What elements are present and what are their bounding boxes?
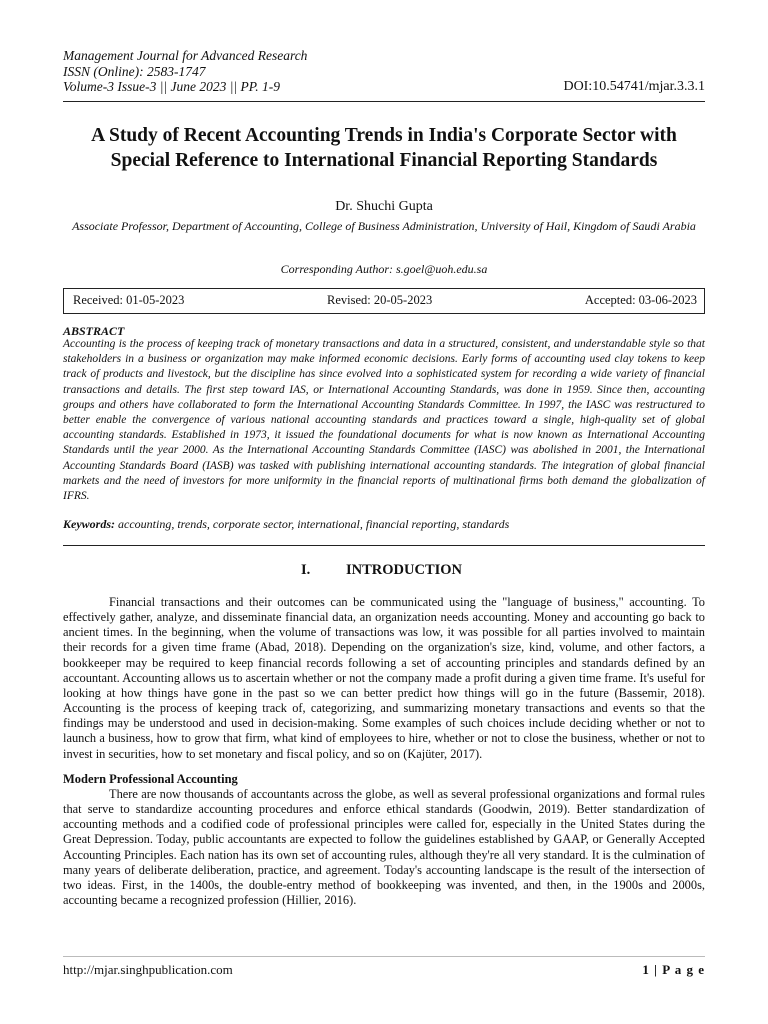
journal-name: Management Journal for Advanced Research bbox=[63, 48, 308, 63]
doi: DOI:10.54741/mjar.3.3.1 bbox=[563, 79, 705, 94]
journal-issn: ISSN (Online): 2583-1747 bbox=[63, 63, 206, 79]
section-title: INTRODUCTION bbox=[346, 562, 463, 578]
footer-divider bbox=[63, 956, 705, 957]
subsection-heading: Modern Professional Accounting bbox=[63, 772, 238, 786]
footer-url: http://mjar.singhpublication.com bbox=[63, 962, 233, 977]
author-affiliation: Associate Professor, Department of Accounting, College of Business Administration, University of Hail, Kingdom of Saudi Arabia bbox=[72, 219, 696, 233]
revised-date: Revised: 20-05-2023 bbox=[327, 293, 433, 307]
abstract-text: Accounting is the process of keeping track of monetary transactions and data in a structured, consistent, and understandable style so that stakeholders in a business or organization may make informed economic decisions. Early forms of accounting used clay tokens to keep track of products and livestock, but the discipline has since evolved into a sophisticated system for recording a wide variety of financial transactions and details. The first step toward IAS, or International Accounting Standards, was done in 1959. Since then, accounting groups and others have collaborated to form the International Accounting Standards Committee. In 1997, the IASC was restructured to better enable the convergence of various national accounting standards and practices toward a single, high-quality set of global accounting standards. Established in 1973, it issued the foundational documents for what is now known as International Accounting Standards until the year 2000. As the International Accounting Standards Committee (IASC) was abolished in 2001, the International Accounting Standards Board (IASB) was tasked with publishing international accounting standards. The integration of global financial markets and the need of investors for more uniformity in the financial reports of multinational firms both demand the globalization of IFRS. bbox=[63, 338, 705, 503]
received-date: Received: 01-05-2023 bbox=[73, 293, 185, 307]
keywords-text: accounting, trends, corporate sector, international, financial reporting, standards bbox=[115, 517, 510, 531]
page-number: 1 | P a g e bbox=[642, 962, 705, 977]
keywords bbox=[63, 517, 705, 532]
journal-header bbox=[63, 48, 705, 95]
abstract-heading: ABSTRACT bbox=[63, 324, 125, 338]
journal-volume: Volume-3 Issue-3 || June 2023 || PP. 1-9 bbox=[63, 79, 281, 94]
page-footer bbox=[63, 962, 705, 978]
intro-paragraph-2: There are now thousands of accountants across the globe, as well as several professional organizations and formal rules that serve to standardize accounting procedures and enforce ethical standards (Goodwin, 2019). Better standardization of accounting methods and a codified code of professional principles were called for, especially in the United States during the Great Depression. Today, public accountants are expected to follow the guidelines established by GAAP, or Generally Accepted Accounting Principles. Each nation has its own set of accounting rules, although they're all very standard. It is the culmination of many years of deliberate deliberation, practice, and agreement. Today's accounting landscape is the result of the intersection of two ideas. First, in the 1400s, the double-entry method of bookkeeping was invented, and then, in the 1900s and 2000s, accounting became a recognized profession (Hillier, 2016). bbox=[63, 787, 705, 908]
abstract-divider bbox=[63, 545, 705, 546]
keywords-label: Keywords: bbox=[63, 517, 115, 531]
dates-box bbox=[63, 288, 705, 314]
header-divider bbox=[63, 101, 705, 102]
corresponding-author: Corresponding Author: s.goel@uoh.edu.sa bbox=[280, 262, 488, 276]
paper-title: A Study of Recent Accounting Trends in India's Corporate Sector with Special Reference to International Financial Reporting Standards bbox=[91, 125, 677, 171]
author-name: Dr. Shuchi Gupta bbox=[335, 199, 433, 214]
intro-paragraph-1: Financial transactions and their outcomes can be communicated using the "language of business," accounting. To effectively gather, analyze, and disseminate financial data, an organization needs accounting. Money and accounting go back to ancient times. In the beginning, when the volume of transactions was low, it was possible for all parties involved to maintain their records for a given time frame (Abad, 2018). Depending on the organization's size, kind, volume, and other factors, a bookkeeper may be required to keep financial records following a set of accounting principles and standards defined by an accountant. Accounting allows us to ascertain whether or not the company made a profit during a given time frame. It's useful for looking at how things have gone in the past so we can better predict how things will go in the future (Bassemir, 2018). Accounting is the process of keeping track of, categorizing, and summarizing monetary transactions and events so that the findings may be understood and used in decision-making. Some examples of such choices include deciding whether or not to launch a business, how to grow that firm, what kind of employees to hire, whether or not to close the business, whether or not to invest in securities, how to set monetary and fiscal policy, and so on (Kajüter, 2017). bbox=[63, 595, 705, 761]
accepted-date: Accepted: 03-06-2023 bbox=[584, 293, 697, 307]
section-number: I. bbox=[301, 562, 311, 578]
